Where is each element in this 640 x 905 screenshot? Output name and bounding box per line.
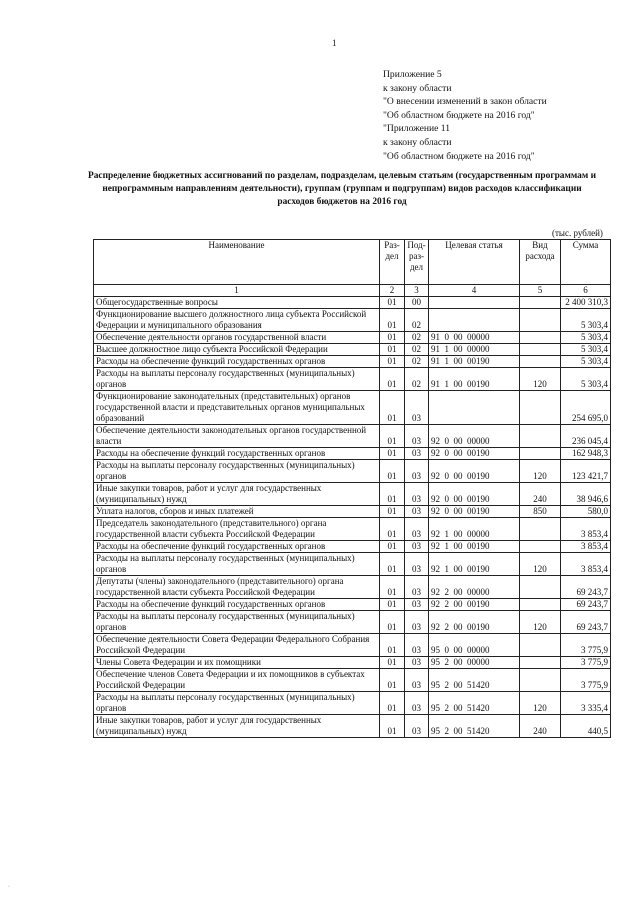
row-target [429, 391, 520, 425]
row-expense-type: 240 [520, 715, 561, 738]
row-subsection: 03 [405, 448, 429, 460]
row-section: 01 [380, 657, 405, 669]
column-number: 5 [520, 285, 561, 297]
row-subsection: 03 [405, 576, 429, 599]
row-sum: 3 335,4 [561, 692, 611, 715]
row-sum: 162 948,3 [561, 448, 611, 460]
row-target: 92 1 00 00190 [429, 541, 520, 553]
row-name: Председатель законодательного (представительного) органа государственной власти субъекта Российской Федерации [94, 518, 380, 541]
row-sum: 69 243,7 [561, 599, 611, 611]
budget-table [93, 239, 611, 738]
row-subsection: 03 [405, 634, 429, 657]
row-section: 01 [380, 715, 405, 738]
row-subsection: 03 [405, 506, 429, 518]
annex-line: "О внесении изменений в закон области [383, 96, 547, 108]
row-sum: 5 303,4 [561, 356, 611, 368]
header-type: Вид расхода [520, 240, 561, 285]
row-name: Иные закупки товаров, работ и услуг для государственных (муниципальных) нужд [94, 483, 380, 506]
row-name: Расходы на обеспечение функций государственных органов [94, 448, 380, 460]
annex-line: к закону области [383, 82, 452, 94]
row-section: 01 [380, 669, 405, 692]
row-target: 92 0 00 00190 [429, 506, 520, 518]
annex-line: "Об областном бюджете на 2016 год" [383, 109, 535, 121]
row-target: 95 0 00 00000 [429, 634, 520, 657]
row-target: 91 0 00 00000 [429, 332, 520, 344]
annex-header [383, 68, 547, 163]
annex-line: Приложение 5 [383, 69, 442, 80]
row-subsection: 03 [405, 518, 429, 541]
units-label: (тыс. рублей) [552, 228, 603, 238]
row-section: 01 [380, 611, 405, 634]
row-expense-type [520, 332, 561, 344]
table-row [94, 506, 611, 518]
row-name: Функционирование высшего должностного лица субъекта Российской Федерации и муниципального образования [94, 309, 380, 332]
row-expense-type [520, 448, 561, 460]
row-target: 91 1 00 00190 [429, 356, 520, 368]
row-target [429, 297, 520, 309]
row-subsection: 03 [405, 483, 429, 506]
row-sum: 5 303,4 [561, 309, 611, 332]
annex-line: "Приложение 11 [383, 123, 451, 135]
row-target: 92 1 00 00000 [429, 518, 520, 541]
row-section: 01 [380, 425, 405, 448]
table-row [94, 391, 611, 425]
row-sum: 236 045,4 [561, 425, 611, 448]
row-name: Расходы на выплаты персоналу государственных (муниципальных) органов [94, 692, 380, 715]
header-name: Наименование [94, 240, 380, 285]
row-section: 01 [380, 576, 405, 599]
row-expense-type [520, 297, 561, 309]
row-expense-type [520, 344, 561, 356]
row-subsection: 02 [405, 356, 429, 368]
row-expense-type [520, 356, 561, 368]
row-expense-type [520, 576, 561, 599]
table-row [94, 518, 611, 541]
table-header-row [94, 240, 611, 285]
row-section: 01 [380, 356, 405, 368]
row-target: 91 1 00 00190 [429, 368, 520, 391]
table-row [94, 576, 611, 599]
row-expense-type [520, 518, 561, 541]
table-row [94, 332, 611, 344]
document-title: Распределение бюджетных ассигнований по разделам, подразделам, целевым статьям (государственным программам и непрограммным направлениям деятельности), группам (группам и подгруппам) видов расходов классификации расходов бюджетов на 2016 год [88, 171, 596, 207]
row-expense-type [520, 391, 561, 425]
row-subsection: 00 [405, 297, 429, 309]
row-sum: 69 243,7 [561, 576, 611, 599]
table-row [94, 715, 611, 738]
row-name: Расходы на выплаты персоналу государственных (муниципальных) органов [94, 611, 380, 634]
table-row [94, 368, 611, 391]
header-subsection: Под- раз- дел [405, 240, 429, 285]
table-row [94, 657, 611, 669]
row-target: 91 1 00 00000 [429, 344, 520, 356]
row-sum: 3 775,9 [561, 669, 611, 692]
row-name: Обеспечение деятельности Совета Федерации Федерального Собрания Российской Федерации [94, 634, 380, 657]
row-expense-type: 120 [520, 368, 561, 391]
table-row [94, 541, 611, 553]
row-sum: 38 946,6 [561, 483, 611, 506]
row-name: Расходы на обеспечение функций государственных органов [94, 356, 380, 368]
row-expense-type [520, 599, 561, 611]
row-sum: 2 400 310,3 [561, 297, 611, 309]
row-target: 92 0 00 00190 [429, 483, 520, 506]
row-subsection: 03 [405, 657, 429, 669]
table-row [94, 297, 611, 309]
row-section: 01 [380, 692, 405, 715]
row-section: 01 [380, 344, 405, 356]
row-target: 92 2 00 00000 [429, 576, 520, 599]
table-row [94, 344, 611, 356]
column-number: 6 [561, 285, 611, 297]
row-target: 92 1 00 00190 [429, 553, 520, 576]
row-subsection: 03 [405, 669, 429, 692]
row-expense-type [520, 657, 561, 669]
row-sum: 3 775,9 [561, 634, 611, 657]
row-name: Обеспечение членов Совета Федерации и их помощников в субъектах Российской Федерации [94, 669, 380, 692]
table-row [94, 460, 611, 483]
row-expense-type [520, 425, 561, 448]
column-number: 2 [380, 285, 405, 297]
row-expense-type [520, 634, 561, 657]
row-name: Расходы на выплаты персоналу государственных (муниципальных) органов [94, 553, 380, 576]
row-name: Иные закупки товаров, работ и услуг для государственных (муниципальных) нужд [94, 715, 380, 738]
table-row [94, 611, 611, 634]
table-row [94, 599, 611, 611]
row-sum: 3 853,4 [561, 541, 611, 553]
row-target: 92 2 00 00190 [429, 611, 520, 634]
row-name: Общегосударственные вопросы [94, 297, 380, 309]
table-row [94, 483, 611, 506]
row-expense-type [520, 541, 561, 553]
row-sum: 3 853,4 [561, 518, 611, 541]
row-name: Расходы на обеспечение функций государственных органов [94, 541, 380, 553]
row-name: Обеспечение деятельности законодательных органов государственной власти [94, 425, 380, 448]
row-name: Расходы на обеспечение функций государственных органов [94, 599, 380, 611]
row-section: 01 [380, 553, 405, 576]
header-sum: Сумма [561, 240, 611, 285]
row-subsection: 03 [405, 553, 429, 576]
row-sum: 5 303,4 [561, 344, 611, 356]
row-sum: 123 421,7 [561, 460, 611, 483]
row-subsection: 02 [405, 344, 429, 356]
row-sum: 440,5 [561, 715, 611, 738]
column-number: 4 [429, 285, 520, 297]
row-expense-type: 120 [520, 460, 561, 483]
row-section: 01 [380, 309, 405, 332]
row-target: 95 2 00 51420 [429, 692, 520, 715]
row-name: Высшее должностное лицо субъекта Российской Федерации [94, 344, 380, 356]
row-section: 01 [380, 634, 405, 657]
annex-line: к закону области [383, 136, 452, 148]
row-section: 01 [380, 460, 405, 483]
margin-mark: · [8, 884, 10, 890]
row-expense-type [520, 309, 561, 332]
row-subsection: 03 [405, 715, 429, 738]
annex-line: "Об областном бюджете на 2016 год" [383, 150, 535, 162]
row-section: 01 [380, 518, 405, 541]
row-section: 01 [380, 506, 405, 518]
row-target: 92 0 00 00190 [429, 448, 520, 460]
column-number: 1 [94, 285, 380, 297]
row-sum: 5 303,4 [561, 368, 611, 391]
row-expense-type [520, 669, 561, 692]
row-sum: 5 303,4 [561, 332, 611, 344]
row-subsection: 02 [405, 332, 429, 344]
table-row [94, 448, 611, 460]
row-sum: 254 695,0 [561, 391, 611, 425]
table-row [94, 553, 611, 576]
row-subsection: 03 [405, 541, 429, 553]
row-name: Уплата налогов, сборов и иных платежей [94, 506, 380, 518]
row-section: 01 [380, 332, 405, 344]
row-name: Обеспечение деятельности органов государственной власти [94, 332, 380, 344]
row-target: 92 0 00 00000 [429, 425, 520, 448]
row-section: 01 [380, 599, 405, 611]
row-subsection: 03 [405, 692, 429, 715]
row-subsection: 03 [405, 391, 429, 425]
row-sum: 3 853,4 [561, 553, 611, 576]
row-subsection: 02 [405, 309, 429, 332]
row-subsection: 03 [405, 611, 429, 634]
row-target: 95 2 00 00000 [429, 657, 520, 669]
row-expense-type: 240 [520, 483, 561, 506]
column-number: 3 [405, 285, 429, 297]
column-number-row [94, 285, 611, 297]
row-section: 01 [380, 448, 405, 460]
row-section: 01 [380, 541, 405, 553]
row-section: 01 [380, 391, 405, 425]
header-section: Раз- дел [380, 240, 405, 285]
table-row [94, 669, 611, 692]
row-name: Депутаты (члены) законодательного (представительного) органа государственной власти субъекта Российской Федерации [94, 576, 380, 599]
table-row [94, 356, 611, 368]
row-expense-type: 120 [520, 692, 561, 715]
header-target: Целевая статья [429, 240, 520, 285]
row-expense-type: 120 [520, 553, 561, 576]
row-target [429, 309, 520, 332]
row-sum: 69 243,7 [561, 611, 611, 634]
row-subsection: 03 [405, 599, 429, 611]
page-number: 1 [332, 38, 337, 48]
row-section: 01 [380, 368, 405, 391]
table-row [94, 634, 611, 657]
row-name: Члены Совета Федерации и их помощники [94, 657, 380, 669]
row-target: 95 2 00 51420 [429, 715, 520, 738]
row-name: Расходы на выплаты персоналу государственных (муниципальных) органов [94, 460, 380, 483]
row-target: 92 0 00 00190 [429, 460, 520, 483]
row-target: 95 2 00 51420 [429, 669, 520, 692]
row-section: 01 [380, 297, 405, 309]
row-sum: 3 775,9 [561, 657, 611, 669]
table-row [94, 692, 611, 715]
row-section: 01 [380, 483, 405, 506]
row-expense-type: 120 [520, 611, 561, 634]
table-row [94, 309, 611, 332]
row-sum: 580,0 [561, 506, 611, 518]
row-subsection: 02 [405, 368, 429, 391]
row-name: Функционирование законодательных (представительных) органов государственной власти и представительных органов муниципальных образований [94, 391, 380, 425]
row-subsection: 03 [405, 460, 429, 483]
row-expense-type: 850 [520, 506, 561, 518]
table-row [94, 425, 611, 448]
row-name: Расходы на выплаты персоналу государственных (муниципальных) органов [94, 368, 380, 391]
row-target: 92 2 00 00190 [429, 599, 520, 611]
row-subsection: 03 [405, 425, 429, 448]
